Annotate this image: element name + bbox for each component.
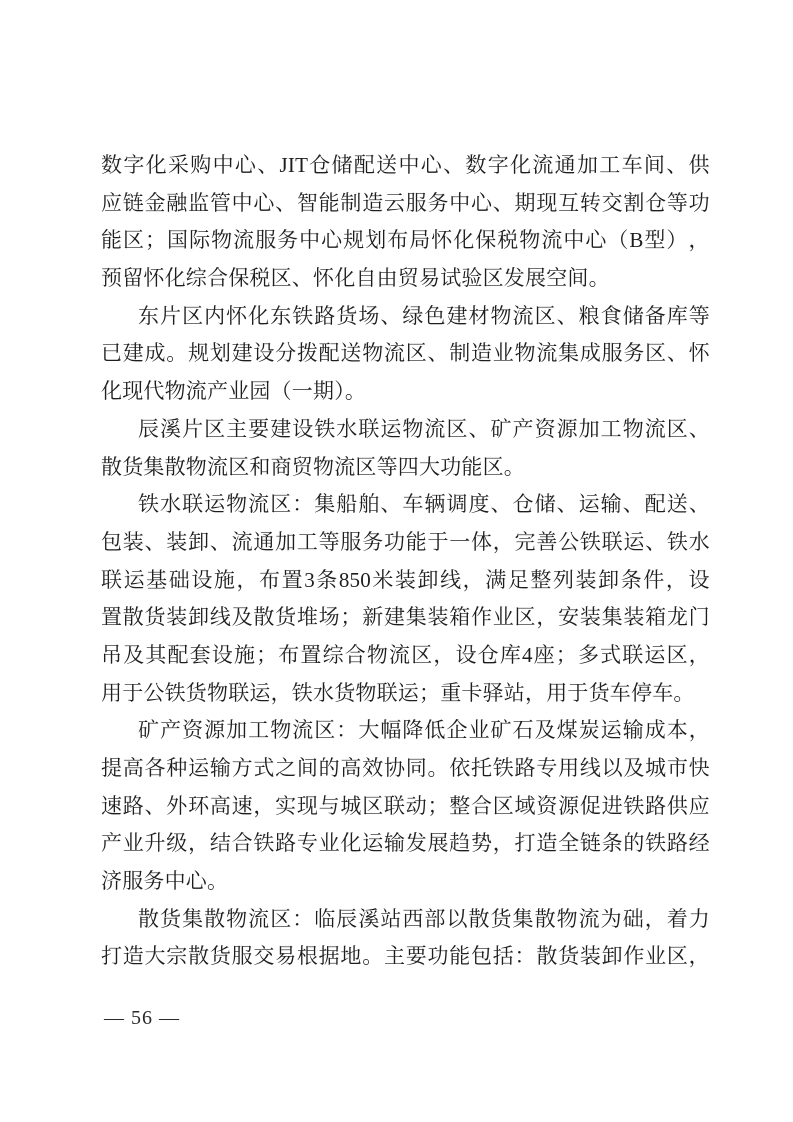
text-line: 吊 及 其 配 套 设 施 ； 布 置 综 合 物 流 区 ， 设 仓 库 4 座 ； 多 式 联 运 区 ， [101,642,710,667]
text-line: 置 散 货 装 卸 线 及 散 货 堆 场 ； 新 建 集 装 箱 作 业 区 ， 安 装 集 装 箱 龙 门 [101,605,710,630]
text-line: 辰 溪 片 区 主 要 建 设 铁 水 联 运 物 流 区 、 矿 产 资 源 加 工 物 流 区 、 [138,416,710,441]
text-line: 散货集散物流区和商贸物流区等四大功能区。 [101,454,525,479]
text-line: 散 货 集 散 物 流 区 ： 临 辰 溪 站 西 部 以 散 货 集 散 物 流 为 础 ， 着 力 [138,906,710,931]
text-line: 铁 水 联 运 物 流 区 ： 集 船 舶 、 车 辆 调 度 、 仓 储 、 运 输 、 配 送 、 [138,492,710,517]
paragraph [101,298,710,411]
paragraph [101,411,710,486]
text-line: 联 运 基 础 设 施 ， 布 置 3 条 850 米 装 卸 线 ， 满 足 整 列 装 卸 条 件 ， 设 [101,567,710,592]
text-line: 已 建 成 。 规 划 建 设 分 拨 配 送 物 流 区 、 制 造 业 物 流 集 成 服 务 区 、 怀 [101,341,710,366]
text-line: 东 片 区 内 怀 化 东 铁 路 货 场 、 绿 色 建 材 物 流 区 、 粮 食 储 备 库 等 [138,303,710,328]
text-line: 用于公铁货物联运，铁水货物联运；重卡驿站，用于货车停车。 [101,680,695,705]
text-line: 包 装 、 装 卸 、 流 通 加 工 等 服 务 功 能 于 一 体 ， 完 善 公 铁 联 运 、 铁 水 [101,529,710,554]
text-line: 能 区 ； 国 际 物 流 服 务 中 心 规 划 布 局 怀 化 保 税 物 流 中 心 （ B 型 ） ， [101,228,710,253]
document-body [101,147,710,976]
text-line: 数 字 化 采 购 中 心 、 JIT 仓 储 配 送 中 心 、 数 字 化 流 通 加 工 车 间 、 供 [101,153,710,177]
paragraph [101,147,710,298]
paragraph [101,712,710,900]
paragraph [101,486,710,712]
text-line: 化现代物流产业园（一期）。 [101,379,367,404]
text-line: 预留怀化综合保税区、怀化自由贸易试验区发展空间。 [101,266,610,291]
page-number: — 56 — [104,1007,180,1029]
text-line: 应 链 金 融 监 管 中 心 、 智 能 制 造 云 服 务 中 心 、 期 现 互 转 交 割 仓 等 功 [101,190,710,215]
text-line: 产 业 升 级 ， 结 合 铁 路 专 业 化 运 输 发 展 趋 势 ， 打 造 全 链 条 的 铁 路 经 [101,831,710,856]
text-line: 速 路 、 外 环 高 速 ， 实 现 与 城 区 联 动 ； 整 合 区 域 资 源 促 进 铁 路 供 应 [101,793,710,818]
paragraph [101,901,710,976]
text-line: 提 高 各 种 运 输 方 式 之 间 的 高 效 协 同 。 依 托 铁 路 专 用 线 以 及 城 市 快 [101,756,710,780]
text-line: 矿 产 资 源 加 工 物 流 区 ： 大 幅 降 低 企 业 矿 石 及 煤 炭 运 输 成 本 ， [138,718,710,743]
text-line: 打 造 大 宗 散 货 服 交 易 根 据 地 。 主 要 功 能 包 括 ： 散 货 装 卸 作 业 区 ， [101,944,710,969]
text-line: 济服务中心。 [101,869,229,894]
